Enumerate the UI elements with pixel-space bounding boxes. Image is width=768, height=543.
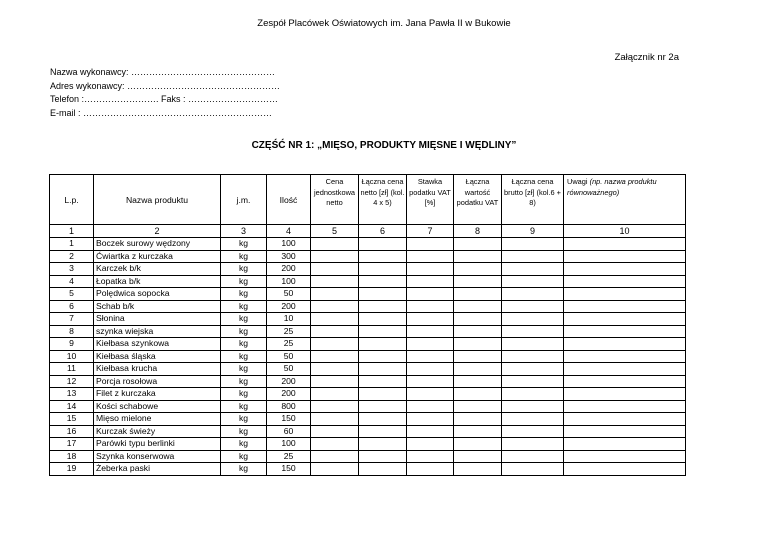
cell-remarks[interactable] [564,263,686,276]
cell-lp: 2 [50,250,94,263]
header-product-name: Nazwa produktu [94,175,221,225]
cell-total-gross[interactable] [502,338,564,351]
cell-unit-price[interactable] [311,313,359,326]
cell-product-name: Słonina [94,313,221,326]
table-row [50,363,686,376]
cell-vat-value[interactable] [454,425,502,438]
cell-quantity: 200 [267,263,311,276]
cell-vat-rate[interactable] [407,275,454,288]
cell-unit: kg [221,363,267,376]
cell-unit: kg [221,450,267,463]
contractor-address-line: Adres wykonawcy: …………………………………………… [50,80,281,91]
table-row [50,413,686,426]
table-header-row [50,175,686,225]
cell-total-gross[interactable] [502,438,564,451]
header-lp: L.p. [50,175,94,225]
table-row [50,375,686,388]
cell-lp: 15 [50,413,94,426]
cell-lp: 18 [50,450,94,463]
cell-remarks[interactable] [564,450,686,463]
cell-quantity: 10 [267,313,311,326]
cell-vat-rate[interactable] [407,375,454,388]
cell-lp: 7 [50,313,94,326]
cell-total-net[interactable] [359,275,407,288]
cell-vat-rate[interactable] [407,238,454,251]
cell-unit: kg [221,275,267,288]
cell-product-name: Karczek b/k [94,263,221,276]
cell-vat-value[interactable] [454,375,502,388]
cell-total-net[interactable] [359,238,407,251]
document-header: Zespół Placówek Oświatowych im. Jana Pawła II w Bukowie [257,18,511,29]
cell-unit: kg [221,350,267,363]
cell-product-name: Filet z kurczaka [94,388,221,401]
table-row [50,450,686,463]
cell-vat-rate[interactable] [407,263,454,276]
cell-product-name: Boczek surowy wędzony [94,238,221,251]
column-number: 5 [311,225,359,238]
cell-quantity: 25 [267,450,311,463]
cell-unit-price[interactable] [311,238,359,251]
cell-total-net[interactable] [359,450,407,463]
cell-quantity: 200 [267,375,311,388]
cell-vat-rate[interactable] [407,450,454,463]
cell-unit: kg [221,463,267,476]
cell-vat-rate[interactable] [407,300,454,313]
cell-remarks[interactable] [564,375,686,388]
cell-quantity: 800 [267,400,311,413]
cell-quantity: 25 [267,325,311,338]
cell-vat-rate[interactable] [407,438,454,451]
cell-remarks[interactable] [564,313,686,326]
cell-vat-value[interactable] [454,238,502,251]
cell-vat-value[interactable] [454,463,502,476]
cell-vat-value[interactable] [454,338,502,351]
cell-total-gross[interactable] [502,263,564,276]
cell-total-net[interactable] [359,250,407,263]
cell-unit: kg [221,238,267,251]
table-row [50,350,686,363]
cell-total-gross[interactable] [502,313,564,326]
table-row [50,463,686,476]
cell-quantity: 100 [267,238,311,251]
cell-vat-value[interactable] [454,263,502,276]
column-number: 1 [50,225,94,238]
part-title: CZĘŚĆ NR 1: „MIĘSO, PRODUKTY MIĘSNE I WĘDLINY” [251,140,517,151]
cell-product-name: Porcja rosołowa [94,375,221,388]
cell-unit: kg [221,325,267,338]
table-row [50,400,686,413]
column-number: 10 [564,225,686,238]
cell-total-net[interactable] [359,325,407,338]
cell-vat-rate[interactable] [407,313,454,326]
cell-vat-rate[interactable] [407,425,454,438]
cell-quantity: 60 [267,425,311,438]
table-row [50,263,686,276]
cell-vat-value[interactable] [454,313,502,326]
cell-product-name: Schab b/k [94,300,221,313]
cell-quantity: 50 [267,363,311,376]
cell-remarks[interactable] [564,288,686,301]
cell-remarks[interactable] [564,325,686,338]
header-vat-value: Łączna wartość podatku VAT [454,175,502,225]
cell-lp: 1 [50,238,94,251]
cell-quantity: 200 [267,388,311,401]
header-unit: j.m. [221,175,267,225]
cell-product-name: Kości schabowe [94,400,221,413]
cell-product-name: Kiełbasa szynkowa [94,338,221,351]
cell-total-gross[interactable] [502,288,564,301]
cell-quantity: 50 [267,350,311,363]
table-row [50,325,686,338]
header-total-net: Łączna cena netto [zł] (kol. 4 x 5) [359,175,407,225]
cell-product-name: Łopatka b/k [94,275,221,288]
column-number: 9 [502,225,564,238]
cell-unit-price[interactable] [311,463,359,476]
table-row [50,288,686,301]
cell-total-net[interactable] [359,363,407,376]
header-remarks-label: Uwagi [567,177,588,186]
table-row [50,313,686,326]
cell-vat-rate[interactable] [407,325,454,338]
cell-remarks[interactable] [564,238,686,251]
column-number: 7 [407,225,454,238]
cell-lp: 3 [50,263,94,276]
table-row [50,250,686,263]
cell-product-name: Mięso mielone [94,413,221,426]
cell-product-name: Żeberka paski [94,463,221,476]
cell-vat-value[interactable] [454,275,502,288]
cell-unit-price[interactable] [311,400,359,413]
cell-total-net[interactable] [359,288,407,301]
cell-total-gross[interactable] [502,363,564,376]
cell-product-name: szynka wiejska [94,325,221,338]
cell-unit-price[interactable] [311,450,359,463]
cell-total-net[interactable] [359,338,407,351]
cell-quantity: 25 [267,338,311,351]
cell-unit-price[interactable] [311,438,359,451]
cell-total-gross[interactable] [502,413,564,426]
cell-remarks[interactable] [564,400,686,413]
cell-vat-rate[interactable] [407,363,454,376]
header-vat-rate: Stawka podatku VAT [%] [407,175,454,225]
cell-quantity: 150 [267,463,311,476]
cell-unit: kg [221,425,267,438]
cell-remarks[interactable] [564,300,686,313]
cell-product-name: Kiełbasa śląska [94,350,221,363]
cell-unit: kg [221,313,267,326]
cell-total-net[interactable] [359,263,407,276]
cell-unit-price[interactable] [311,425,359,438]
cell-unit-price[interactable] [311,413,359,426]
cell-remarks[interactable] [564,425,686,438]
cell-lp: 19 [50,463,94,476]
cell-total-net[interactable] [359,313,407,326]
cell-total-net[interactable] [359,413,407,426]
cell-unit: kg [221,438,267,451]
cell-unit-price[interactable] [311,388,359,401]
table-row [50,300,686,313]
price-table [49,174,686,476]
cell-total-net[interactable] [359,400,407,413]
table-row [50,425,686,438]
cell-unit-price[interactable] [311,325,359,338]
cell-quantity: 100 [267,438,311,451]
cell-lp: 5 [50,288,94,301]
cell-product-name: Kiełbasa krucha [94,363,221,376]
cell-total-gross[interactable] [502,350,564,363]
cell-total-net[interactable] [359,425,407,438]
column-number-row [50,225,686,238]
cell-quantity: 300 [267,250,311,263]
cell-unit-price[interactable] [311,375,359,388]
cell-vat-rate[interactable] [407,350,454,363]
cell-vat-rate[interactable] [407,463,454,476]
cell-unit: kg [221,300,267,313]
cell-unit: kg [221,288,267,301]
cell-vat-value[interactable] [454,388,502,401]
cell-lp: 14 [50,400,94,413]
cell-vat-rate[interactable] [407,400,454,413]
contractor-info [50,66,280,120]
cell-unit-price[interactable] [311,350,359,363]
cell-total-net[interactable] [359,375,407,388]
header-unit-price: Cena jednostkowa netto [311,175,359,225]
cell-total-net[interactable] [359,438,407,451]
cell-vat-rate[interactable] [407,250,454,263]
cell-unit: kg [221,388,267,401]
cell-lp: 4 [50,275,94,288]
cell-total-gross[interactable] [502,325,564,338]
cell-lp: 10 [50,350,94,363]
cell-remarks[interactable] [564,438,686,451]
cell-lp: 17 [50,438,94,451]
table-row [50,438,686,451]
cell-lp: 16 [50,425,94,438]
table-row [50,388,686,401]
column-number: 8 [454,225,502,238]
cell-vat-value[interactable] [454,450,502,463]
column-number: 2 [94,225,221,238]
table-row [50,338,686,351]
header-total-gross: Łączna cena brutto [zł] (kol.6 + 8) [502,175,564,225]
cell-unit-price[interactable] [311,338,359,351]
cell-vat-value[interactable] [454,300,502,313]
cell-unit-price[interactable] [311,300,359,313]
cell-total-net[interactable] [359,463,407,476]
cell-unit: kg [221,375,267,388]
cell-lp: 6 [50,300,94,313]
cell-vat-value[interactable] [454,413,502,426]
cell-unit-price[interactable] [311,275,359,288]
cell-vat-rate[interactable] [407,288,454,301]
cell-product-name: Kurczak świeży [94,425,221,438]
cell-remarks[interactable] [564,388,686,401]
cell-lp: 9 [50,338,94,351]
cell-remarks[interactable] [564,250,686,263]
cell-unit: kg [221,338,267,351]
contractor-name-line: Nazwa wykonawcy: ………………………………………… [50,67,276,77]
cell-vat-rate[interactable] [407,338,454,351]
cell-vat-value[interactable] [454,438,502,451]
cell-unit-price[interactable] [311,250,359,263]
cell-lp: 11 [50,363,94,376]
cell-unit-price[interactable] [311,363,359,376]
cell-vat-value[interactable] [454,363,502,376]
cell-total-gross[interactable] [502,375,564,388]
cell-vat-value[interactable] [454,325,502,338]
contractor-phone-fax-line: Telefon :……………………. Faks : ………………………… [50,94,279,104]
cell-unit: kg [221,250,267,263]
cell-total-net[interactable] [359,300,407,313]
cell-total-gross[interactable] [502,450,564,463]
column-number: 4 [267,225,311,238]
cell-total-gross[interactable] [502,275,564,288]
cell-total-gross[interactable] [502,300,564,313]
cell-product-name: Parówki typu berlinki [94,438,221,451]
cell-unit: kg [221,413,267,426]
cell-product-name: Ćwiartka z kurczaka [94,250,221,263]
cell-remarks[interactable] [564,363,686,376]
cell-total-gross[interactable] [502,250,564,263]
cell-quantity: 100 [267,275,311,288]
cell-vat-rate[interactable] [407,388,454,401]
table-row [50,238,686,251]
table-row [50,275,686,288]
column-number: 6 [359,225,407,238]
header-remarks-note: (np. nazwa produktu równoważnego) [567,177,657,197]
cell-remarks[interactable] [564,350,686,363]
cell-total-gross[interactable] [502,425,564,438]
cell-total-gross[interactable] [502,388,564,401]
cell-remarks[interactable] [564,275,686,288]
cell-unit: kg [221,263,267,276]
cell-quantity: 200 [267,300,311,313]
cell-product-name: Szynka konserwowa [94,450,221,463]
cell-unit-price[interactable] [311,288,359,301]
cell-total-gross[interactable] [502,238,564,251]
cell-remarks[interactable] [564,413,686,426]
cell-vat-value[interactable] [454,288,502,301]
cell-total-gross[interactable] [502,463,564,476]
cell-total-net[interactable] [359,350,407,363]
cell-unit: kg [221,400,267,413]
cell-total-gross[interactable] [502,400,564,413]
cell-lp: 13 [50,388,94,401]
cell-remarks[interactable] [564,338,686,351]
column-number: 3 [221,225,267,238]
cell-lp: 12 [50,375,94,388]
contractor-email-line: E-mail : ……………………………………………………… [50,107,273,118]
header-remarks [564,175,686,225]
cell-vat-value[interactable] [454,350,502,363]
cell-remarks[interactable] [564,463,686,476]
cell-quantity: 150 [267,413,311,426]
annex-label: Załącznik nr 2a [614,52,679,63]
cell-lp: 8 [50,325,94,338]
cell-product-name: Polędwica sopocka [94,288,221,301]
cell-vat-value[interactable] [454,400,502,413]
cell-quantity: 50 [267,288,311,301]
header-quantity: Ilość [267,175,311,225]
cell-total-net[interactable] [359,388,407,401]
cell-vat-value[interactable] [454,250,502,263]
cell-unit-price[interactable] [311,263,359,276]
cell-vat-rate[interactable] [407,413,454,426]
